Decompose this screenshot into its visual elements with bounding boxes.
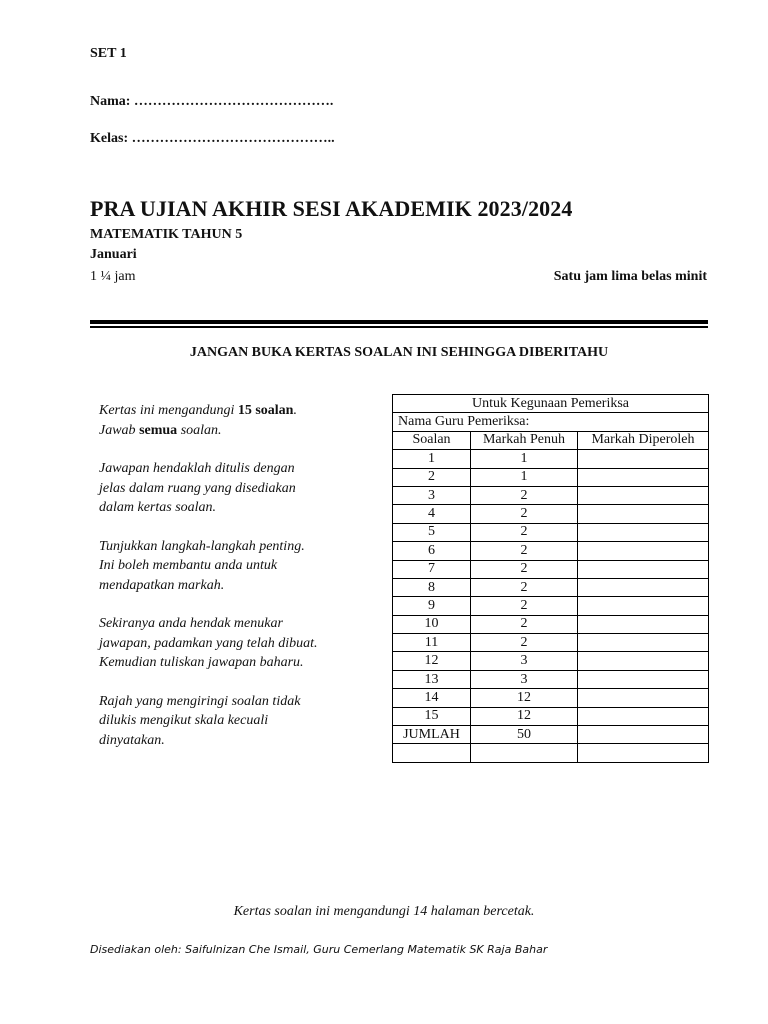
examiner-name-row [393, 413, 709, 431]
divider-thin [90, 326, 708, 328]
marks-obtained-cell [578, 486, 709, 504]
instruction-2 [99, 459, 359, 518]
instruction-5 [99, 692, 359, 751]
question-number-cell: 8 [393, 578, 471, 596]
full-marks-cell: 12 [471, 689, 578, 707]
examiner-table-container [392, 394, 709, 763]
table-row [393, 578, 709, 596]
instructions [99, 401, 359, 769]
full-marks-cell: 2 [471, 486, 578, 504]
question-count: 15 soalan [237, 403, 294, 418]
full-marks-cell: 2 [471, 615, 578, 633]
name-field-line: Nama: ……………………………………. [90, 94, 334, 109]
instruction-4 [99, 614, 359, 673]
divider-thick [90, 320, 708, 324]
table-row [393, 707, 709, 725]
question-number-cell: 7 [393, 560, 471, 578]
question-number-cell: 12 [393, 652, 471, 670]
marks-obtained-cell [578, 726, 709, 744]
instruction-line: Sekiranya anda hendak menukar [99, 616, 283, 631]
question-number-cell: 4 [393, 505, 471, 523]
full-marks-cell: 3 [471, 652, 578, 670]
marks-obtained-cell [578, 578, 709, 596]
question-number-cell: JUMLAH [393, 726, 471, 744]
full-marks-cell: 3 [471, 670, 578, 688]
question-number-cell: 2 [393, 468, 471, 486]
full-marks-cell: 2 [471, 542, 578, 560]
question-number-cell: 5 [393, 523, 471, 541]
table-row [393, 468, 709, 486]
duration-label: 1 ¼ jam [90, 269, 136, 284]
table-row [393, 615, 709, 633]
instruction-line: jawapan, padamkan yang telah dibuat. [99, 635, 318, 651]
full-marks-cell: 2 [471, 597, 578, 615]
instruction-line: dinyatakan. [99, 732, 165, 748]
marks-obtained-cell [578, 505, 709, 523]
month-label: Januari [90, 247, 137, 262]
instruction-line: Tunjukkan langkah-langkah penting. [99, 538, 305, 554]
table-row [393, 689, 709, 707]
column-header-question: Soalan [393, 431, 471, 449]
examiner-marks-table [392, 394, 709, 763]
marks-obtained-cell [578, 615, 709, 633]
question-number-cell [393, 744, 471, 762]
table-heading-row [393, 395, 709, 413]
marks-obtained-cell [578, 670, 709, 688]
instruction-emphasis: semua [139, 422, 178, 438]
full-marks-cell [471, 744, 578, 762]
instruction-line: Jawapan hendaklah ditulis dengan [99, 461, 295, 476]
set-label: SET 1 [90, 46, 127, 61]
table-row [393, 450, 709, 468]
prepared-by: Disediakan oleh: Saifulnizan Che Ismail, Guru Cemerlang Matematik SK Raja Bahar [90, 943, 548, 956]
question-number-cell: 13 [393, 670, 471, 688]
table-row [393, 744, 709, 762]
marks-obtained-cell [578, 652, 709, 670]
marks-obtained-cell [578, 689, 709, 707]
table-row [393, 505, 709, 523]
full-marks-cell: 2 [471, 560, 578, 578]
instruction-line: jelas dalam ruang yang disediakan [99, 480, 296, 496]
question-number-cell: 10 [393, 615, 471, 633]
instruction-line: Ini boleh membantu anda untuk [99, 558, 278, 573]
table-row [393, 542, 709, 560]
instruction-1 [99, 401, 359, 440]
question-number-cell: 6 [393, 542, 471, 560]
instruction-text: Jawab [99, 422, 140, 438]
instruction-3 [99, 537, 359, 596]
table-row [393, 486, 709, 504]
examiner-name-label: Nama Guru Pemeriksa: [393, 413, 709, 431]
table-row [393, 523, 709, 541]
marks-obtained-cell [578, 450, 709, 468]
instruction-line: Kemudian tuliskan jawapan baharu. [99, 655, 304, 670]
full-marks-cell: 2 [471, 634, 578, 652]
question-number-cell: 1 [393, 450, 471, 468]
exam-title: PRA UJIAN AKHIR SESI AKADEMIK 2023/2024 [90, 196, 573, 221]
table-header-row [393, 431, 709, 449]
marks-obtained-cell [578, 468, 709, 486]
question-number-cell: 9 [393, 597, 471, 615]
marks-obtained-cell [578, 744, 709, 762]
marks-obtained-cell [578, 597, 709, 615]
question-number-cell: 11 [393, 634, 471, 652]
table-row [393, 670, 709, 688]
question-number-cell: 14 [393, 689, 471, 707]
instruction-text: Kertas ini mengandungi [99, 403, 238, 418]
full-marks-cell: 2 [471, 578, 578, 596]
column-header-marks-obtained: Markah Diperoleh [578, 431, 709, 449]
full-marks-cell: 50 [471, 726, 578, 744]
instruction-text: soalan. [177, 422, 222, 438]
table-row [393, 726, 709, 744]
instruction-line: Rajah yang mengiringi soalan tidak [99, 693, 301, 709]
do-not-open-warning: JANGAN BUKA KERTAS SOALAN INI SEHINGGA DIBERITAHU [189, 345, 609, 360]
page-count-note: Kertas soalan ini mengandungi 14 halaman bercetak. [233, 904, 535, 919]
question-number-cell: 3 [393, 486, 471, 504]
table-heading: Untuk Kegunaan Pemeriksa [393, 395, 709, 413]
table-row [393, 560, 709, 578]
instruction-line: mendapatkan markah. [99, 577, 225, 593]
marks-obtained-cell [578, 560, 709, 578]
class-field-line: Kelas: …………………………………….. [90, 131, 335, 146]
subject-label: MATEMATIK TAHUN 5 [90, 227, 243, 242]
instruction-line: dalam kertas soalan. [99, 500, 217, 515]
instruction-text: . [293, 403, 297, 418]
instruction-line: dilukis mengikut skala kecuali [99, 713, 269, 728]
marks-obtained-cell [578, 523, 709, 541]
column-header-full-marks: Markah Penuh [471, 431, 578, 449]
table-row [393, 597, 709, 615]
full-marks-cell: 1 [471, 450, 578, 468]
duration-words: Satu jam lima belas minit [553, 269, 707, 284]
table-row [393, 634, 709, 652]
marks-obtained-cell [578, 542, 709, 560]
marks-obtained-cell [578, 707, 709, 725]
full-marks-cell: 12 [471, 707, 578, 725]
full-marks-cell: 2 [471, 523, 578, 541]
marks-obtained-cell [578, 634, 709, 652]
full-marks-cell: 1 [471, 468, 578, 486]
question-number-cell: 15 [393, 707, 471, 725]
full-marks-cell: 2 [471, 505, 578, 523]
table-row [393, 652, 709, 670]
